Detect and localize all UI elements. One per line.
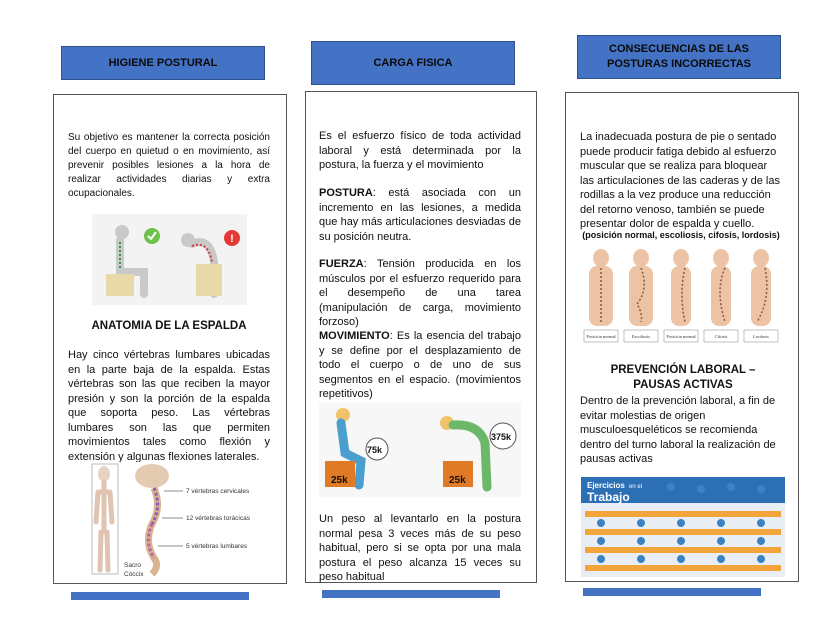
- col2-closing: Un peso al levantarlo en la postura normal pesa 3 veces más de su peso habitual, pero si se opta por una mala postura el peso alcanza 15 veces su peso habitual: [319, 513, 521, 583]
- fuerza-label: FUERZA: [319, 258, 364, 270]
- header-text: CARGA FISICA: [373, 56, 453, 69]
- load-label-0: 75k: [367, 445, 383, 455]
- footer-bar-col2: [322, 590, 500, 598]
- movimiento-text: : Es la esencia del trabajo y se define por el desplazamiento de todo el cuerpo o de uno de sus segmentos en el espacio. (movimientos repetitivos): [319, 330, 521, 400]
- col1-body: Hay cinco vértebras lumbares ubicadas en la parte baja de la espalda. Estas vértebras son las que reciben la mayor presión y son la porción de la espalda que soporta peso. Las vértebras lumbares son las que permiten movimientos tales como flexión y extensión y algunas flexiones laterales.: [68, 349, 270, 463]
- col3-intro: La inadecuada postura de pie o sentado puede producir fatiga debido al esfuerzo muscular que se realiza para bloquear las articulaciones de las caderas y de las rodillas a la vez produce una reducción del retorno venoso, también se puede presentar dolor de espalda y cuello.: [580, 131, 780, 230]
- postura-text: : está asociada con un incremento en las lesiones, a medida que hay más articulaciones desviadas de su posición neutra.: [319, 187, 521, 243]
- caption-cifosis: Cifosis: [714, 334, 728, 339]
- sitting-posture-illustration: [92, 214, 247, 305]
- col3-body: Dentro de la prevención laboral, a fin de evitar molestias de origen musculoesqueléticos se recomienda dentro del turno laboral la realización de pausas activas: [580, 395, 776, 465]
- caption-lordosis: Lordosis: [753, 334, 769, 339]
- load-label-3: 25k: [449, 475, 466, 486]
- col1-intro: Su objetivo es mantener la correcta posición del cuerpo en quietud o en movimiento, así prevenir posibles lesiones a la hora de realizar actividades diarias y extra ocupacionales.: [68, 132, 270, 199]
- poster-title-enel: en el: [629, 484, 643, 490]
- lifting-posture-illustration: [319, 403, 521, 497]
- header-higiene-postural: [61, 46, 265, 80]
- load-label-2: 375k: [491, 432, 512, 442]
- posture-types-illustration: [581, 244, 781, 344]
- header-text: CONSECUENCIAS DE LAS POSTURAS INCORRECTAS: [606, 43, 752, 70]
- caption-posicion-normal-1: Posición normal: [586, 334, 616, 339]
- svg-text:!: !: [230, 233, 234, 245]
- label-lumbares: 5 vértebras lumbares: [186, 543, 248, 550]
- col2-movimiento: [319, 329, 521, 402]
- fuerza-text: : Tensión producida en los músculos por el esfuerzo requerido para el desempeño de una tarea (manipulación de carga, movimiento forzoso): [319, 258, 521, 328]
- label-coccix: Cóccix: [124, 571, 144, 578]
- label-cervicales: 7 vértebras cervicales: [186, 488, 250, 495]
- caption-posicion-normal-2: Posición normal: [666, 334, 696, 339]
- col3-note: (posición normal, escoliosis, cifosis, lordosis): [582, 230, 780, 240]
- footer-bar-col1: [71, 592, 249, 600]
- active-pause-exercises-poster: [581, 477, 785, 577]
- poster-title-ejercicios: Ejercicios: [587, 481, 625, 490]
- postura-label: POSTURA: [319, 187, 373, 199]
- caption-escoliosis: Escoliosis: [631, 334, 651, 339]
- movimiento-label: MOVIMIENTO: [319, 330, 390, 342]
- col2-fuerza: [319, 257, 521, 330]
- header-consecuencias: [577, 35, 781, 79]
- footer-bar-col3: [583, 588, 761, 596]
- label-sacro: Sacro: [124, 562, 141, 569]
- col2-postura: [319, 186, 521, 244]
- col2-intro: Es el esfuerzo físico de toda actividad laboral y está determinada por la postura, la fuerza y el movimiento: [319, 130, 521, 171]
- col3-subtitle: PREVENCIÓN LABORAL – PAUSAS ACTIVAS: [610, 364, 756, 391]
- spine-anatomy-illustration: [88, 462, 258, 580]
- col1-subtitle: ANATOMIA DE LA ESPALDA: [91, 320, 247, 332]
- load-label-1: 25k: [331, 475, 348, 486]
- header-carga-fisica: [311, 41, 515, 85]
- header-text: HIGIENE POSTURAL: [108, 56, 218, 69]
- poster-title-trabajo: Trabajo: [587, 490, 630, 504]
- label-toracicas: 12 vértebras torácicas: [186, 515, 250, 522]
